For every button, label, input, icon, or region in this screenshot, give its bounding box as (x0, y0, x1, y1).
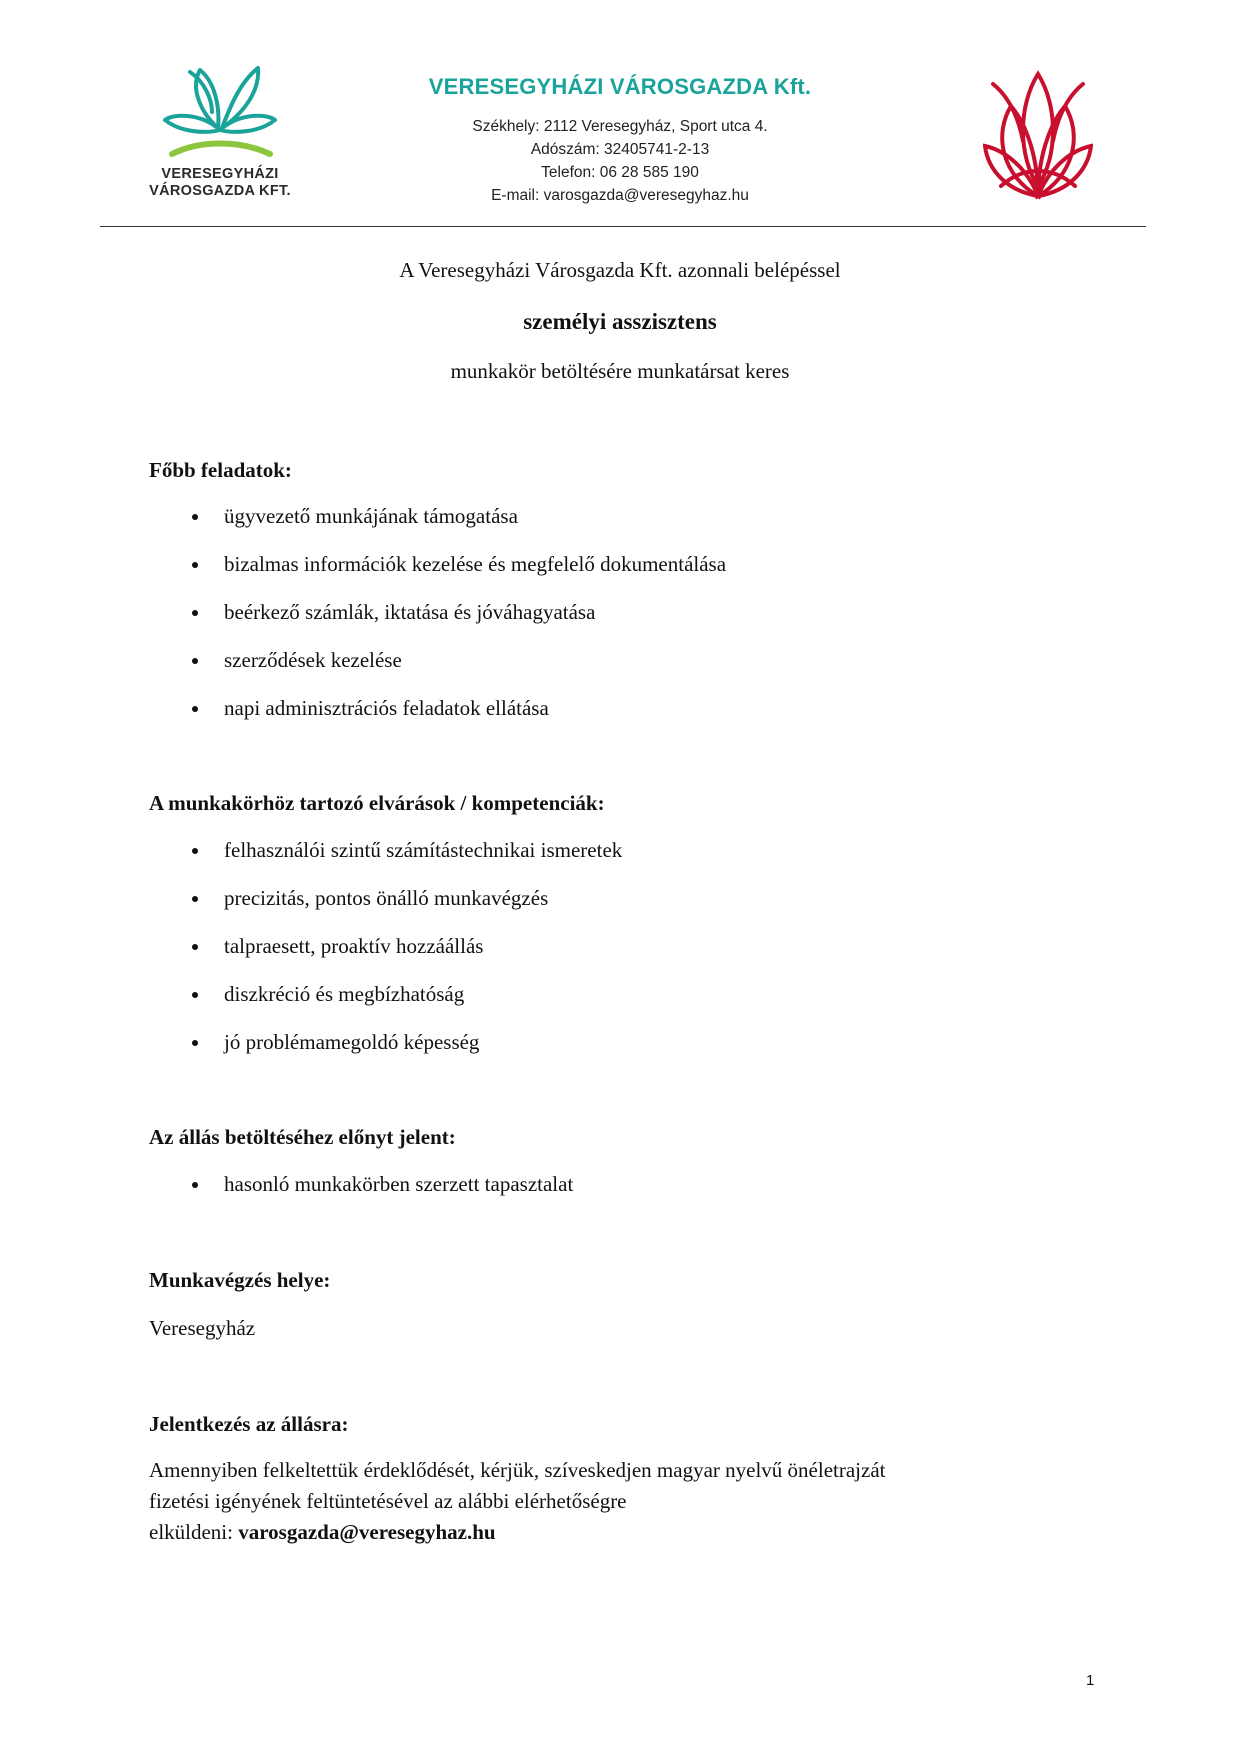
requirements-heading: A munkakörhöz tartozó elvárások / kompetenciák: (149, 791, 605, 815)
advantage-list (149, 1168, 573, 1216)
intro-line: A Veresegyházi Városgazda Kft. azonnali belépéssel (399, 258, 841, 282)
list-item: hasonló munkakörben szerzett tapasztalat (149, 1168, 573, 1216)
location-value: Veresegyház (149, 1316, 256, 1340)
list-item: precizitás, pontos önálló munkavégzés (149, 882, 622, 930)
apply-heading: Jelentkezés az állásra: (149, 1412, 349, 1436)
company-logo (145, 62, 295, 222)
municipal-logo (983, 66, 1093, 206)
apply-paragraph (149, 1455, 1089, 1548)
position-title: személyi asszisztens (523, 309, 717, 334)
list-item: beérkező számlák, iktatása és jóváhagyatása (149, 596, 726, 644)
logo-text-line2: VÁROSGAZDA KFT. (149, 183, 291, 199)
company-tax-id: Adószám: 32405741-2-13 (530, 141, 710, 158)
tasks-list (149, 500, 726, 740)
logo-text-line1: VERESEGYHÁZI (161, 166, 279, 182)
company-phone: Telefon: 06 28 585 190 (541, 164, 699, 181)
page-number: 1 (1086, 1672, 1095, 1689)
list-item: diszkréció és megbízhatóság (149, 978, 622, 1026)
apply-line-2: fizetési igényének feltüntetésével az alábbi elérhetőségre (149, 1489, 627, 1513)
company-email: E-mail: varosgazda@veresegyhaz.hu (491, 187, 749, 204)
flower-emblem-icon (983, 66, 1093, 206)
tasks-heading: Főbb feladatok: (149, 458, 292, 482)
requirements-list (149, 834, 622, 1074)
location-heading: Munkavégzés helye: (149, 1268, 331, 1292)
intro-line-2: munkakör betöltésére munkatársat keres (450, 359, 790, 383)
header-divider (100, 226, 1146, 227)
advantage-heading: Az állás betöltéséhez előnyt jelent: (149, 1125, 456, 1149)
company-name: VERESEGYHÁZI VÁROSGAZDA Kft. (428, 74, 812, 99)
leaf-logo-icon (160, 62, 280, 160)
apply-line-3 (149, 1517, 1089, 1548)
list-item: felhasználói szintű számítástechnikai ismeretek (149, 834, 622, 882)
list-item: bizalmas információk kezelése és megfelelő dokumentálása (149, 548, 726, 596)
company-info (390, 74, 850, 207)
list-item: napi adminisztrációs feladatok ellátása (149, 692, 726, 740)
company-address: Székhely: 2112 Veresegyház, Sport utca 4. (472, 118, 768, 135)
apply-line-1: Amennyiben felkeltettük érdeklődését, kérjük, szíveskedjen magyar nyelvű önéletrajzát (149, 1458, 886, 1482)
apply-line-3-prefix: elküldeni: (149, 1520, 239, 1544)
letterhead (0, 0, 1240, 228)
apply-email-link[interactable]: varosgazda@veresegyhaz.hu (238, 1520, 496, 1544)
list-item: szerződések kezelése (149, 644, 726, 692)
list-item: talpraesett, proaktív hozzáállás (149, 930, 622, 978)
list-item: ügyvezető munkájának támogatása (149, 500, 726, 548)
list-item: jó problémamegoldó képesség (149, 1026, 622, 1074)
